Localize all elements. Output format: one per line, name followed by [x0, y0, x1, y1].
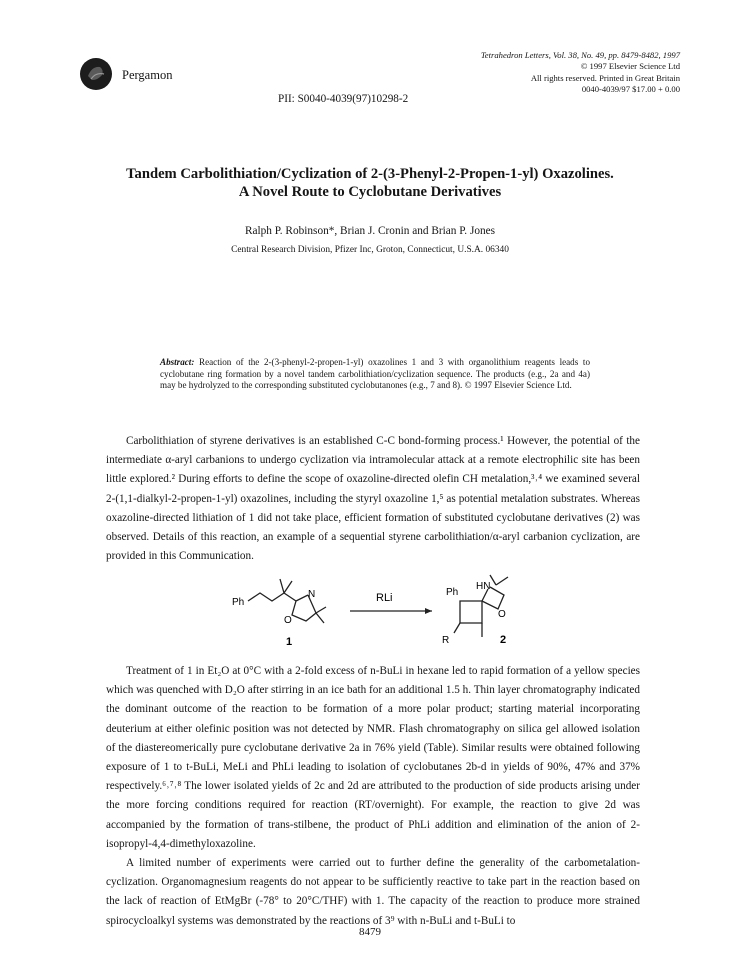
- paragraph-text: Treatment of 1 in Et₂O at 0°C with a 2-fold excess of n-BuLi in hexane led to rapid formation of a yellow species which was quenched with D₂O after stirring in an ice bath for an additional 1.5 h. Thin layer chromatography indicated the dominant outcome of the reaction to be formation of a more polar product; starting material incorporating deuterium at either olefinic position was not detected by NMR. Flash chromatography on silica gel allowed isolation of the diastereomerically pure cyclobutane derivative 2a in 76% yield (Table). Similar results were obtained following exposure of 1 to t-BuLi, MeLi and PhLi leading to isolation of cyclobutanes 2b-d in yields of 90%, 47% and 37% respectively.⁶˒⁷˒⁸ The lower isolated yields of 2c and 2d are attributed to the production of side products arising under the more forcing conditions required for reaction (RT/overnight). For example, the reaction to give 2d was accompanied by the formation of trans-stilbene, the product of PhLi addition and elimination of the anion of 2-isopropyl-4,4-dimethyloxazoline.: [106, 665, 640, 850]
- paragraph-text: A limited number of experiments were carried out to further define the generality of the carbometalation-cyclization. Organomagnesium reagents do not appear to be sufficiently reactive to take part in the reaction based on the lack of reaction of EtMgBr (-78° to 20°C/THF) with 1. The capacity of the reaction to produce more strained spirocycloalkyl systems was demonstrated by the reactions of 3⁹ with n-BuLi and t-BuLi to: [106, 857, 640, 927]
- paragraph-text: Carbolithiation of styrene derivatives is an established C-C bond-forming process.¹ However, the potential of the intermediate α-aryl carbanions to undergo cyclization via intramolecular attack at a remote electrophilic site has been little explored.² During efforts to define the scope of oxazoline-directed olefin CH metalation,³˒⁴ we examined several 2-(1,1-dialkyl-2-propen-1-yl) oxazolines, including the styryl oxazoline 1,⁵ as potential metalation substrates. Whereas oxazoline-directed lithiation of 1 did not take place, efficient formation of substituted cyclobutane derivatives (2) was observed. Details of this reaction, an example of a sequential styrene carbolithiation/α-aryl carbanion cyclization, are provided in this Communication.: [106, 435, 640, 563]
- journal-citation: [481, 50, 680, 96]
- oxygen-label: O: [498, 609, 506, 620]
- publisher-name: Pergamon: [122, 68, 173, 82]
- citation-line: All rights reserved. Printed in Great Britain: [530, 72, 680, 83]
- nitrogen-label: N: [308, 589, 316, 600]
- citation-line: 0040-4039/97 $17.00 + 0.00: [581, 84, 680, 95]
- article-title: [0, 166, 740, 201]
- citation-line: Tetrahedron Letters, Vol. 38, No. 49, pp. 8479-8482, 1997: [480, 50, 680, 60]
- body-paragraph: [106, 662, 640, 931]
- cyclobutane-ring-bond: [460, 601, 482, 623]
- title-line: A Novel Route to Cyclobutane Derivatives: [238, 183, 502, 200]
- spiro-methyl-bond: [490, 575, 508, 585]
- gem-dimethyl-bond: [280, 579, 292, 593]
- reagent-label: RLi: [376, 592, 393, 604]
- abstract: [160, 357, 590, 392]
- r-group-label: R: [442, 635, 450, 646]
- author-list: Ralph P. Robinson*, Brian J. Cronin and Brian P. Jones: [244, 225, 496, 237]
- compound-2-label: 2: [500, 634, 507, 646]
- reaction-scheme: [220, 573, 540, 663]
- abstract-label: Abstract:: [160, 357, 195, 367]
- citation-line: © 1997 Elsevier Science Ltd: [580, 61, 680, 72]
- compound-1-label: 1: [286, 636, 293, 648]
- amine-label: HN: [476, 581, 491, 592]
- phenyl-label: Ph: [446, 587, 459, 598]
- ring-methyl-bond: [316, 607, 326, 623]
- title-line: Tandem Carbolithiation/Cyclization of 2-(3-Phenyl-2-Propen-1-yl) Oxazolines.: [126, 166, 614, 182]
- pergamon-logo-icon: [80, 58, 112, 90]
- substituent-bond: [454, 623, 482, 637]
- page-number: 8479: [359, 926, 381, 938]
- oxygen-label: O: [284, 615, 292, 626]
- abstract-text: Reaction of the 2-(3-phenyl-2-propen-1-yl) oxazolines 1 and 3 with organolithium reagents leads to cyclobutane ring formation by a novel tandem carbolithiation/cyclization sequence. The products (e.g., 2a and 4a) may be hydrolyzed to the corresponding substituted cyclobutanones (e.g., 7 and 8). © 1997 Elsevier Science Ltd.: [160, 357, 590, 391]
- author-affiliation: Central Research Division, Pfizer Inc, Groton, Connecticut, U.S.A. 06340: [231, 245, 509, 255]
- pii-identifier: PII: S0040-4039(97)10298-2: [278, 93, 409, 105]
- arrowhead: [425, 608, 432, 614]
- alkene-chain-bond: [248, 593, 296, 601]
- body-paragraph: [106, 432, 640, 566]
- phenyl-label: Ph: [232, 597, 245, 608]
